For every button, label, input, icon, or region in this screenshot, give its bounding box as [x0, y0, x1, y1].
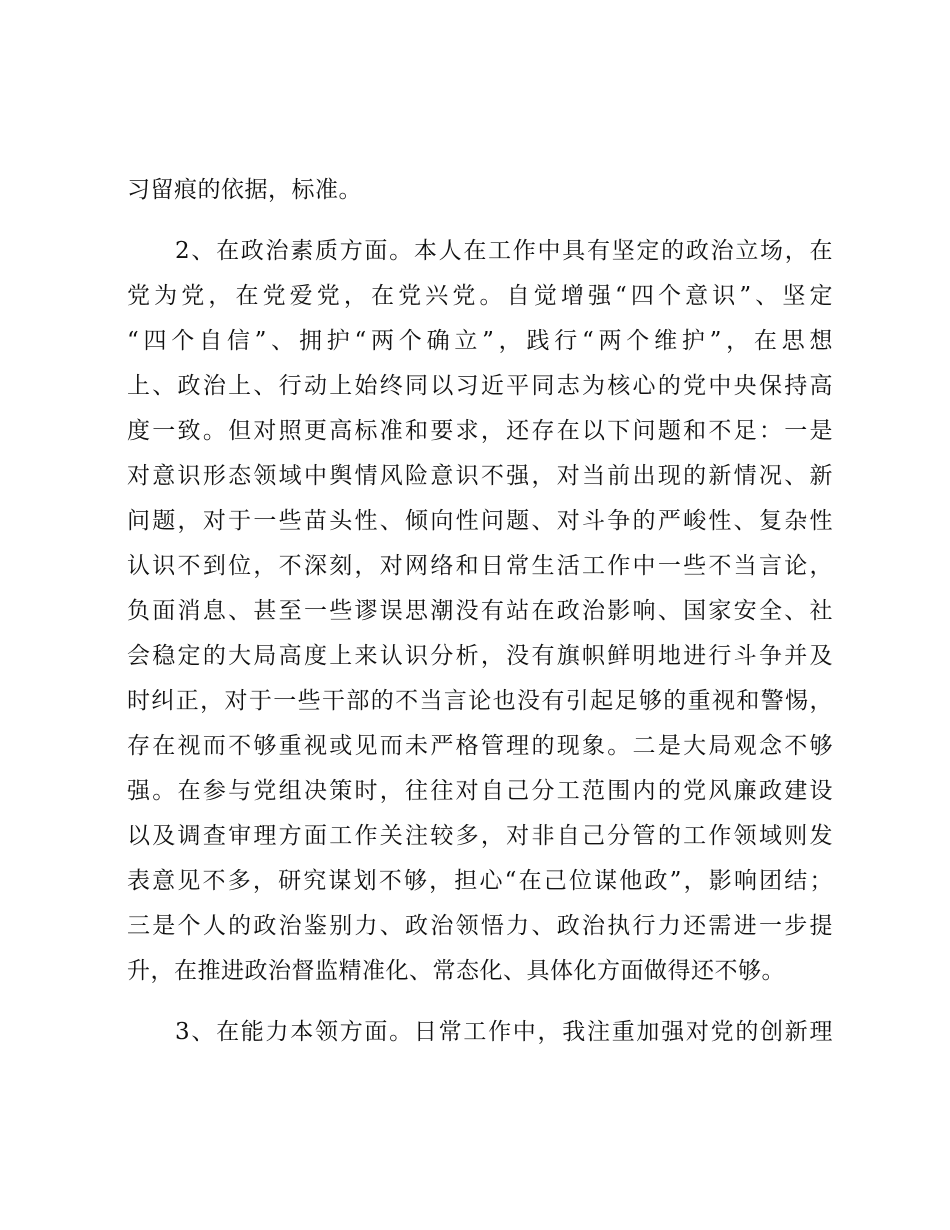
section-2-line: 对意识形态领域中舆情风险意识不强，对当前出现的新情况、新 [127, 463, 833, 489]
section-2-line: 升，在推进政治督监精准化、常态化、具体化方面做得还不够。 [127, 958, 785, 984]
section-2-line: 上、政治上、行动上始终同以习近平同志为核心的党中央保持高 [127, 373, 833, 399]
section-2-line: “四个自信”、拥护“两个确立”，践行“两个维护”，在思想 [127, 328, 833, 354]
section-2-line: 强。在参与党组决策时，往往对自己分工范围内的党风廉政建设 [127, 778, 833, 804]
section-2-line: 存在视而不够重视或见而未严格管理的现象。二是大局观念不够 [127, 733, 833, 759]
section-2-line: 以及调查审理方面工作关注较多，对非自己分管的工作领域则发 [127, 823, 833, 849]
section-3-line: 3、在能力本领方面。日常工作中，我注重加强对党的创新理 [175, 1019, 833, 1045]
section-2-line: 表意见不多，研究谋划不够，担心“在己位谋他政”，影响团结； [127, 868, 833, 894]
section-2-line: 时纠正，对于一些干部的不当言论也没有引起足够的重视和警惕， [127, 688, 833, 714]
section-2-line: 认识不到位，不深刻，对网络和日常生活工作中一些不当言论， [127, 553, 833, 579]
section-2-line: 党为党，在党爱党，在党兴党。自觉增强“四个意识”、坚定 [127, 283, 833, 309]
section-2-line: 三是个人的政治鉴别力、政治领悟力、政治执行力还需进一步提 [127, 913, 833, 939]
section-2-line: 会稳定的大局高度上来认识分析，没有旗帜鲜明地进行斗争并及 [127, 643, 833, 669]
paragraph-continuation-line: 习留痕的依据，标准。 [127, 177, 362, 203]
section-2-line: 2、在政治素质方面。本人在工作中具有坚定的政治立场，在 [175, 238, 833, 264]
section-2-line: 负面消息、甚至一些谬误思潮没有站在政治影响、国家安全、社 [127, 598, 833, 624]
section-2-line: 问题，对于一些苗头性、倾向性问题、对斗争的严峻性、复杂性 [127, 508, 833, 534]
section-2-line: 度一致。但对照更高标准和要求，还存在以下问题和不足：一是 [127, 418, 833, 444]
